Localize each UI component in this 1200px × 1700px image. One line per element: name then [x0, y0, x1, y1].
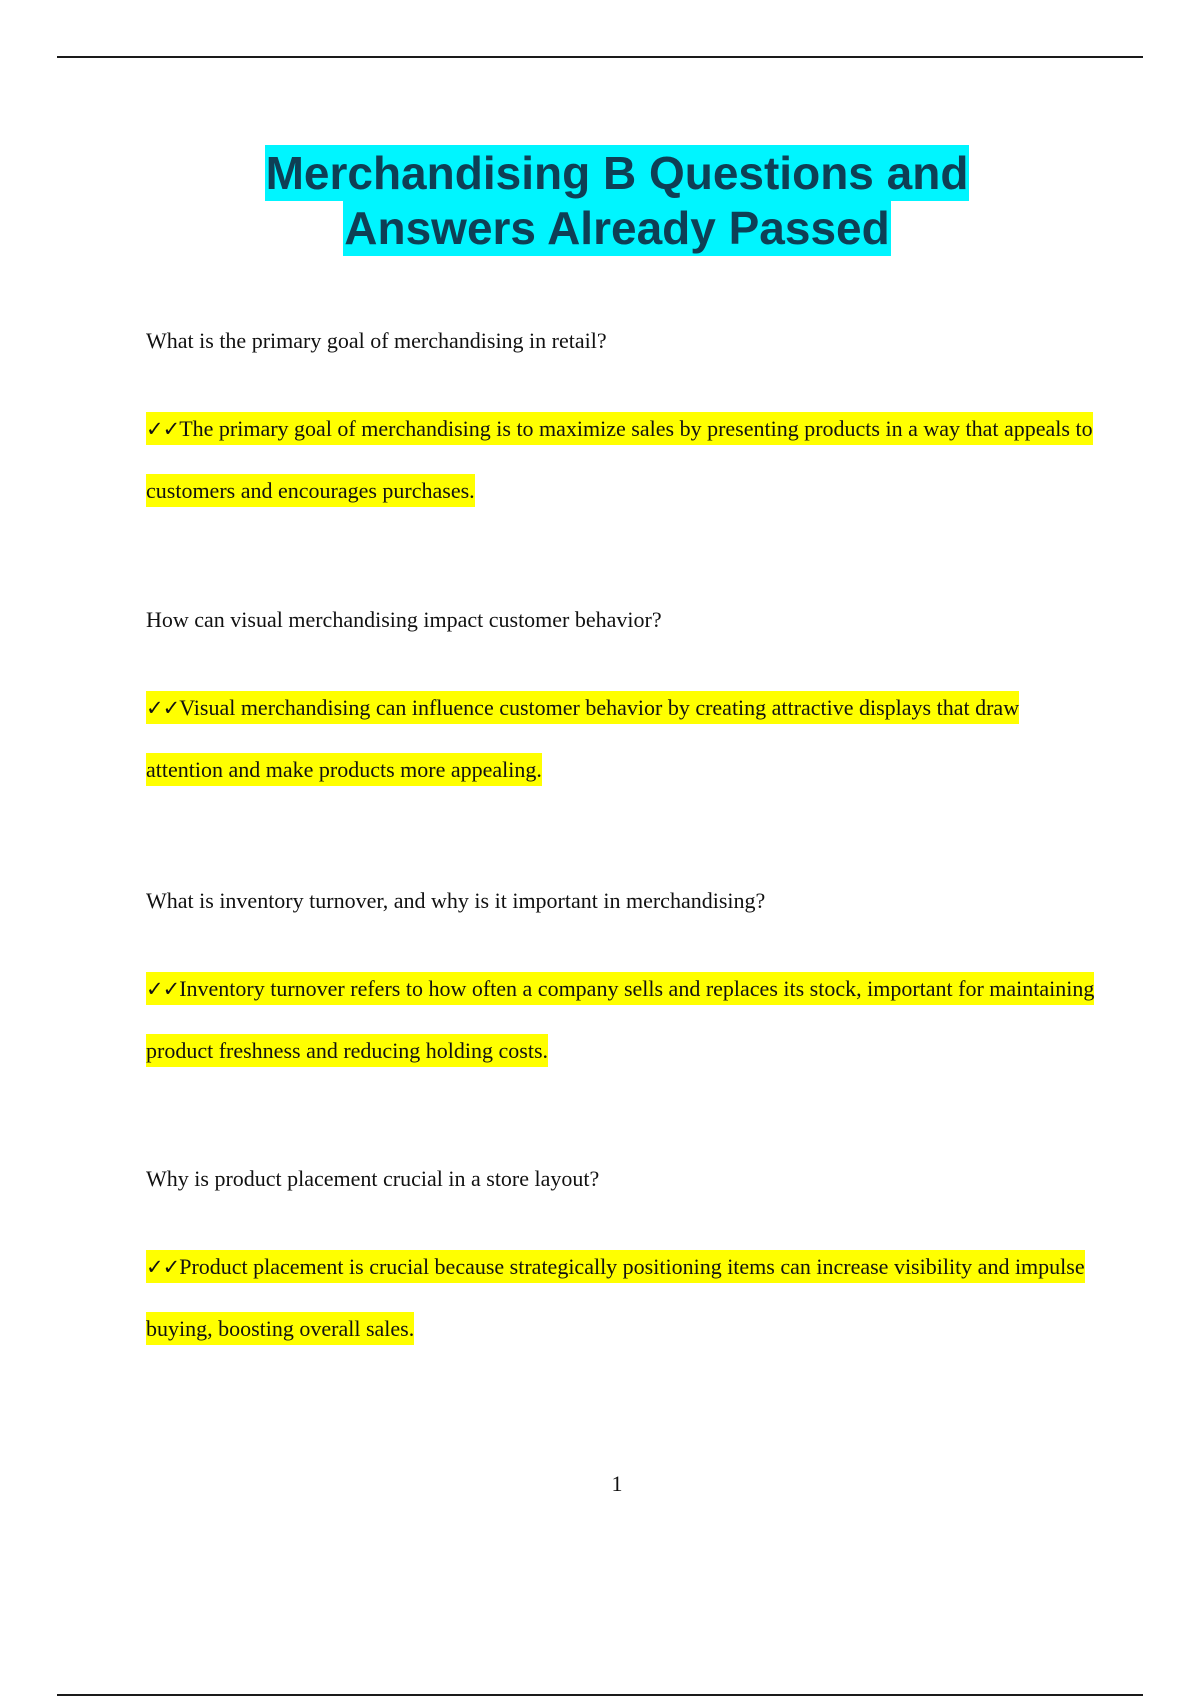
bottom-rule	[57, 1694, 1143, 1696]
checkmark-icon: ✓✓	[146, 417, 180, 441]
document-title	[0, 146, 1200, 256]
qa-item	[146, 326, 1096, 521]
answer-body: Inventory turnover refers to how often a company sells and replaces its stock, important for maintaining product freshness and reducing holding costs.	[146, 976, 1095, 1063]
qa-item	[146, 886, 1096, 1081]
answer-body: The primary goal of merchandising is to maximize sales by presenting products in a way that appeals to customers and encourages purchases.	[146, 416, 1093, 503]
answer-body: Visual merchandising can influence customer behavior by creating attractive displays that draw attention and make products more appealing.	[146, 695, 1020, 782]
answer-text	[146, 398, 1096, 521]
answer-text	[146, 677, 1096, 800]
title-line-1: Merchandising B Questions and	[265, 147, 969, 199]
qa-item	[146, 1164, 1096, 1359]
top-rule	[57, 56, 1143, 58]
question-text: What is the primary goal of merchandising in retail?	[146, 328, 607, 353]
answer-body: Product placement is crucial because strategically positioning items can increase visibility and impulse buying, boosting overall sales.	[146, 1254, 1085, 1341]
page-number: 1	[611, 1471, 623, 1496]
question-text: How can visual merchandising impact customer behavior?	[146, 607, 662, 632]
checkmark-icon: ✓✓	[146, 977, 180, 1001]
answer-text	[146, 1236, 1096, 1359]
answer-text	[146, 958, 1096, 1081]
title-line-2: Answers Already Passed	[344, 202, 890, 254]
question-text: Why is product placement crucial in a store layout?	[146, 1166, 600, 1191]
qa-item	[146, 605, 1096, 800]
checkmark-icon: ✓✓	[146, 1255, 180, 1279]
question-text: What is inventory turnover, and why is it important in merchandising?	[146, 888, 766, 913]
checkmark-icon: ✓✓	[146, 696, 180, 720]
